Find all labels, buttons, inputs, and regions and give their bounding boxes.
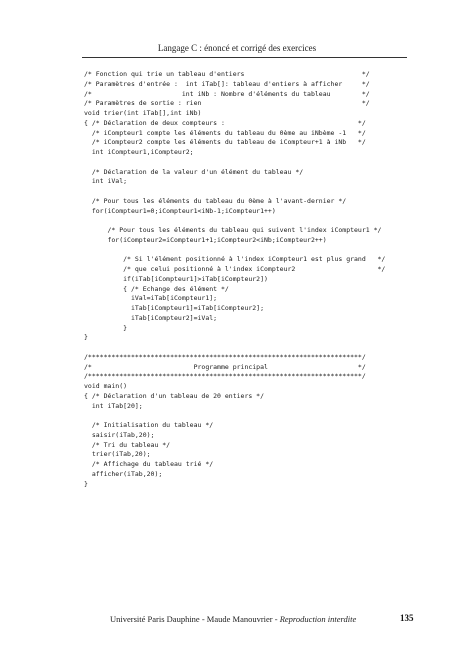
code-line (84, 246, 385, 256)
code-line: void trier(int iTab[],int iNb) (84, 109, 202, 117)
page-number: 135 (400, 613, 414, 623)
code-line: /**********************************************************************/ (84, 372, 366, 381)
code-line: int iCompteur1,iCompteur2; (84, 148, 194, 156)
code-line: int iTab[20]; (84, 401, 143, 410)
footer-credit: Université Paris Dauphine - Maude Manouvrier - (110, 614, 280, 624)
code-line: int iVal; (84, 177, 128, 186)
code-line: } (84, 323, 128, 332)
code-line: trier(iTab,20); (84, 450, 151, 459)
code-line: iTab[iCompteur1]=iTab[iCompteur2]; (84, 304, 265, 312)
running-header: Langage C : énoncé et corrigé des exercices (157, 43, 317, 53)
code-line: if(iTab[iCompteur1]>iTab[iCompteur2]) (84, 274, 268, 283)
code-line: /* Fonction qui trie un tableau d'entiers */ (84, 70, 370, 78)
code-line: } (84, 333, 88, 342)
code-line: /* que celui positionné à l'index iCompteur2 */ (84, 265, 386, 273)
code-line: /* Si l'élément positionné à l'index iCompteur1 est plus grand */ (84, 255, 386, 264)
footer-notice: Reproduction interdite (279, 614, 357, 624)
code-line: /* Tri du tableau */ (84, 440, 171, 449)
code-line (84, 158, 385, 168)
code-line: for(iCompteur1=0;iCompteur1<iNb-1;iCompteur1++) (84, 206, 276, 215)
code-line: /* Paramètres d'entrée : int iTab[]: tableau d'entiers à afficher */ (84, 79, 370, 88)
code-line: afficher(iTab,20); (84, 469, 163, 478)
code-line: /* iCompteur2 compte les éléments du tableau de iCompteur+1 à iNb */ (84, 138, 366, 147)
code-line (84, 343, 385, 353)
code-line: /* Programme principal */ (84, 362, 366, 371)
code-line: for(iCompteur2=iCompteur1+1;iCompteur2<iNb;iCompteur2++) (84, 235, 327, 244)
code-line: /* Déclaration de la valeur d'un élément du tableau */ (84, 167, 304, 176)
code-line: void main() (84, 382, 128, 390)
code-line: /* Affichage du tableau trié */ (84, 460, 214, 468)
code-listing (84, 70, 385, 489)
code-line: /* Paramètres de sortie : rien */ (84, 99, 370, 108)
code-line: { /* Echange des élément */ (84, 284, 229, 293)
code-line (84, 411, 385, 421)
code-line: saisir(iTab,20); (84, 430, 155, 439)
page-footer (110, 614, 410, 624)
code-line: /* Pour tous les éléments du tableau du 0ème à l'avant-dernier */ (84, 196, 347, 205)
code-line: /* iCompteur1 compte les éléments du tableau du 0ème au iNbème -1 */ (84, 128, 366, 137)
code-line (84, 187, 385, 197)
code-line: { /* Déclaration d'un tableau de 20 entiers */ (84, 391, 265, 400)
code-line: /* Pour tous les éléments du tableau qui suivent l'index iCompteur1 */ (84, 226, 382, 234)
code-line: /* Initialisation du tableau */ (84, 421, 214, 429)
code-line (84, 216, 385, 226)
code-line: /**********************************************************************/ (84, 352, 366, 361)
header-rule (82, 57, 407, 58)
code-line: iTab[iCompteur2]=iVal; (84, 313, 218, 322)
code-line: { /* Déclaration de deux compteurs : */ (84, 118, 366, 127)
code-line: iVal=iTab[iCompteur1]; (84, 294, 218, 303)
code-line: /* int iNb : Nombre d'éléments du tableau */ (84, 89, 370, 98)
code-line: } (84, 479, 88, 488)
